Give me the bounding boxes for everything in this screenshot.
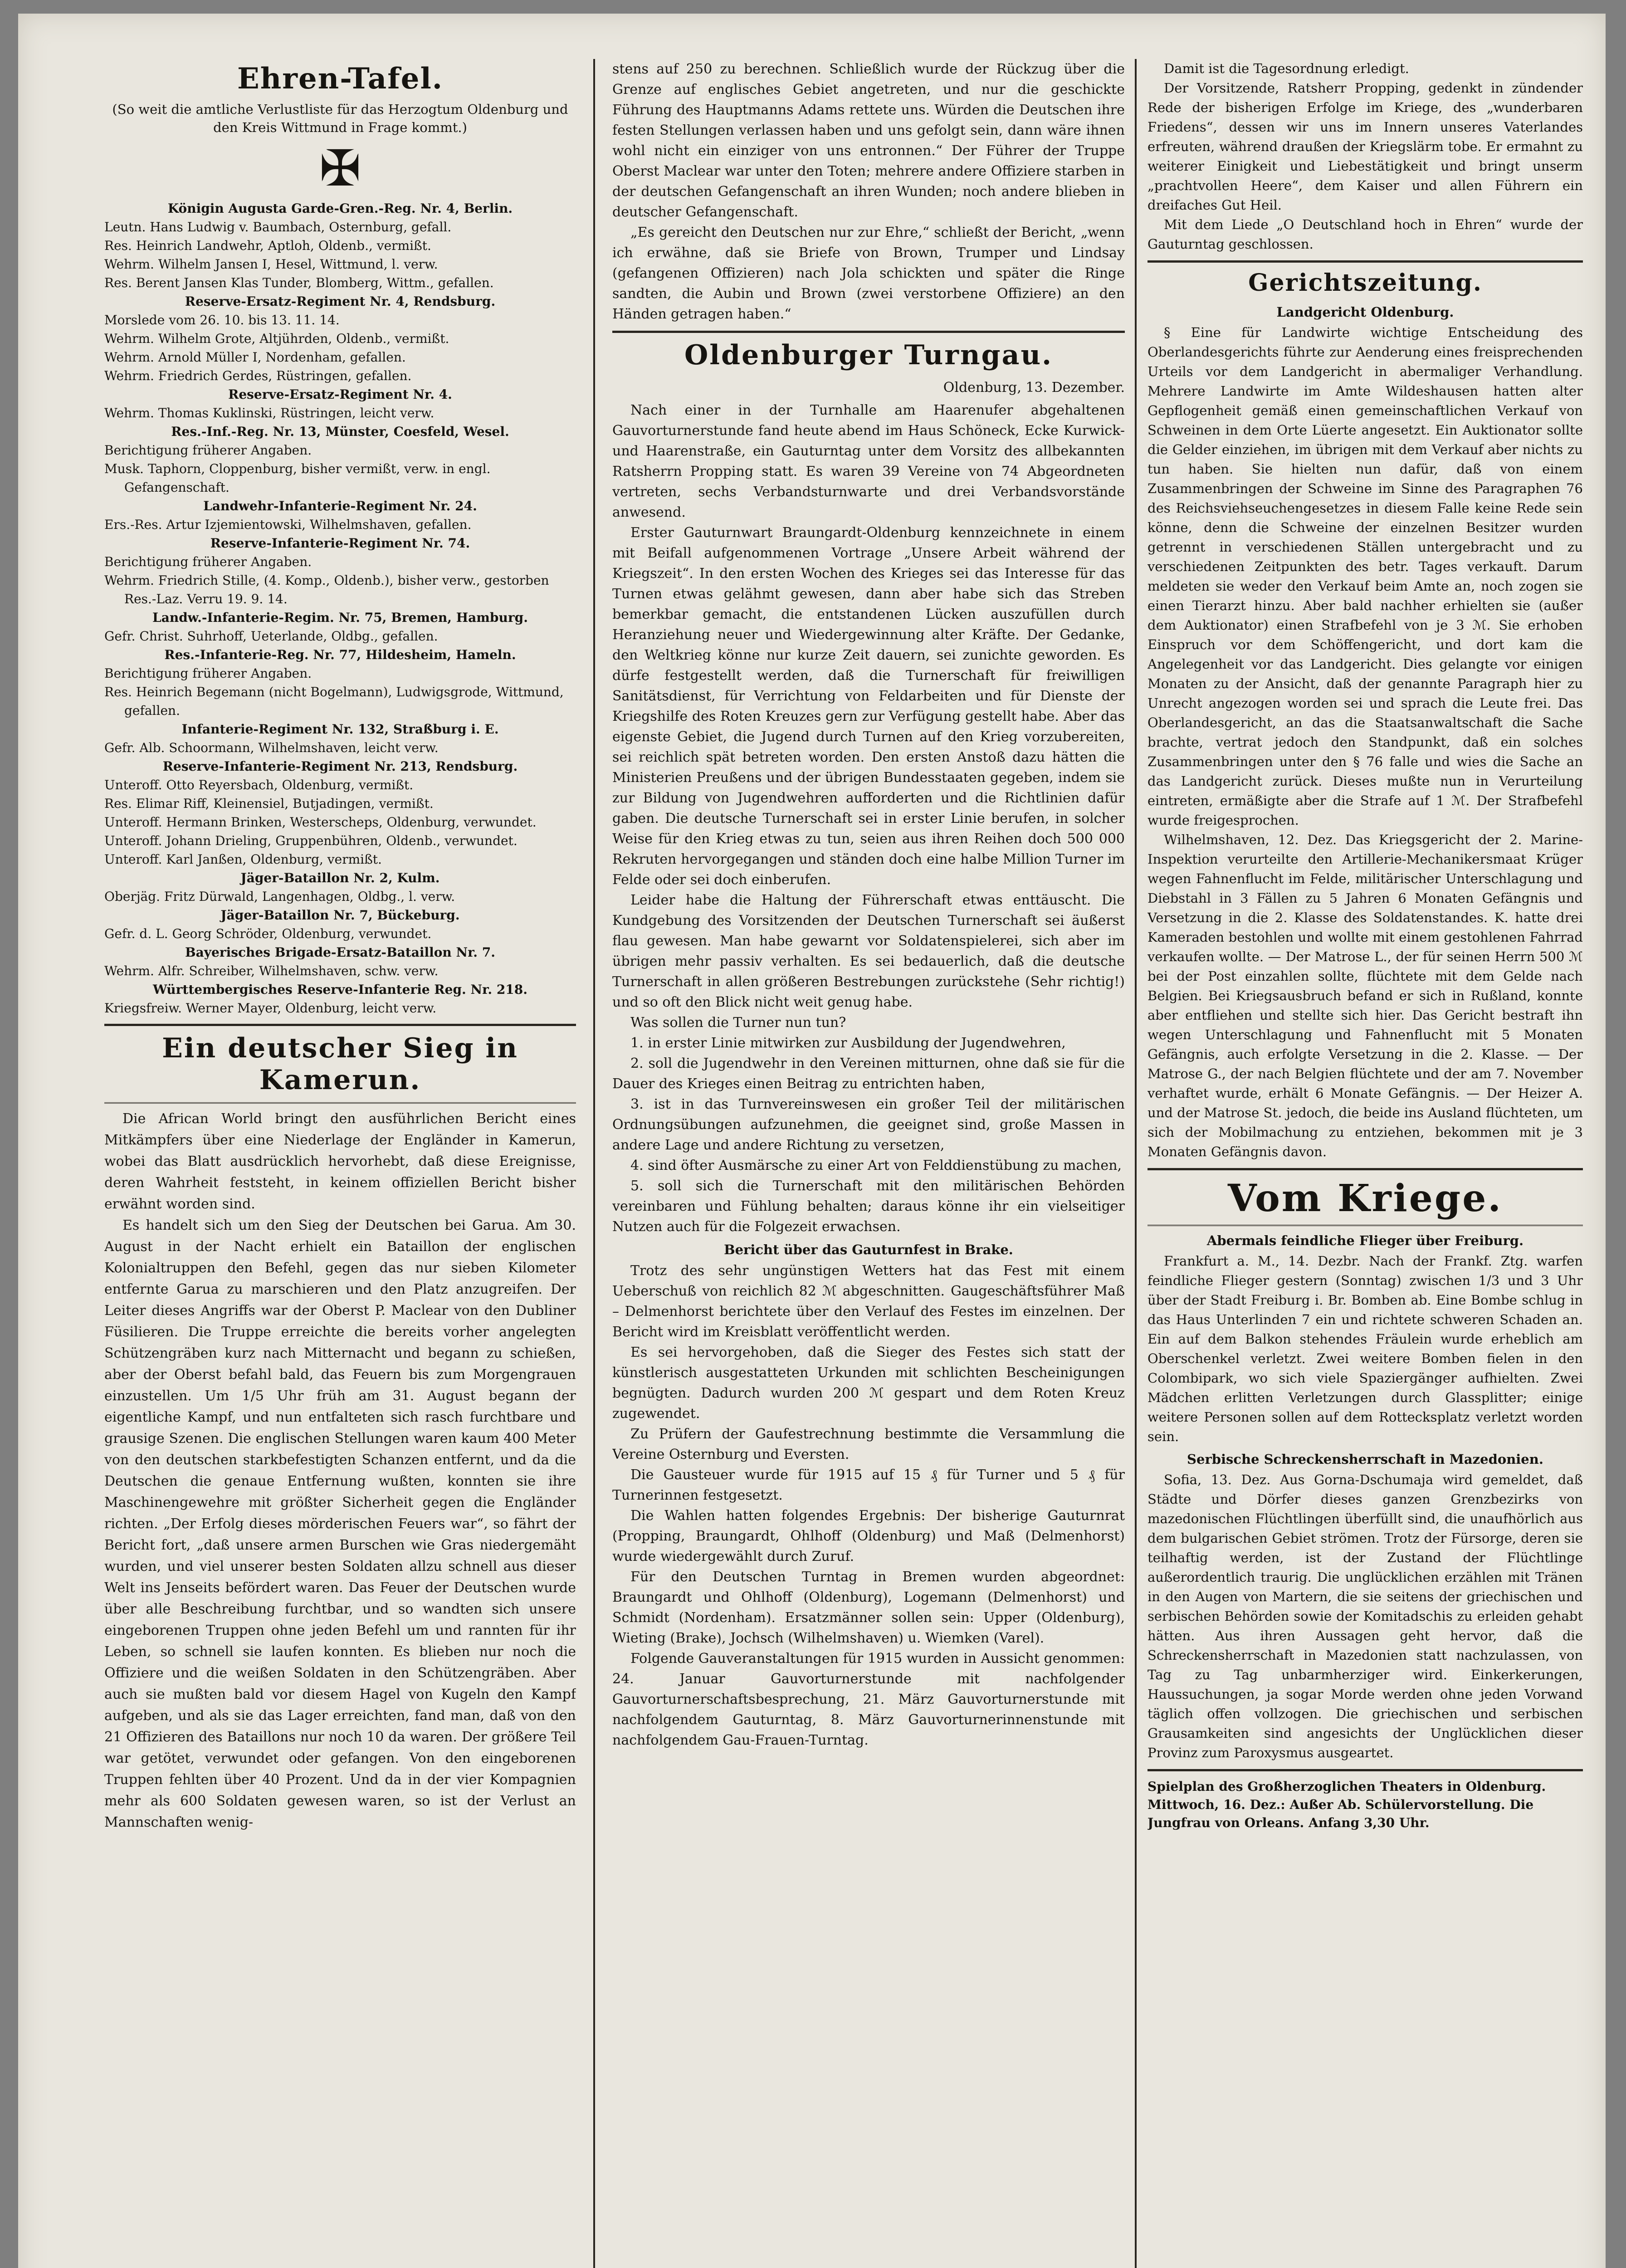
regiment-heading: Bayerisches Brigade-Ersatz-Bataillon Nr. 7. xyxy=(185,945,496,960)
article-paragraph: Sofia, 13. Dez. Aus Gorna-Dschumaja wird gemeldet, daß Städte und Dörfer dieses ganzen Grenzbezirks von mazedonischen Flüchtlingen überfüllt sind, die unaufhörlich aus dem bulgarischen Gebiet strömen. Trotz der Fürsorge, deren sie teilhaftig werden, ist der Zustand der Flüchtlinge außerordentlich traurig. Die unglücklichen erzählen mit Tränen in den Augen von Martern, die sie seitens der griechischen und serbischen Behörden sowie der Komitadschis zu erleiden gehabt hätten. Aus ihren Aussagen geht hervor, daß die Schreckensherrschaft in Mazedonien statt nachzulassen, von Tag zu Tag unbarmherziger wird. Einkerkerungen, Haussuchungen, ja sogar Morde werden ohne jeden Vorwand täglich offen vollzogen. Die griechischen und serbischen Grausamkeiten sind angesichts der Unglücklichen dieser Provinz zum Paroxysmus ausgeartet. xyxy=(1147,1472,1583,1760)
casualty-entry: Wehrm. Friedrich Stille, (4. Komp., Oldenb.), bisher verw., gestorben Res.-Laz. Verru 19. 9. 14. xyxy=(104,573,549,606)
war-subhead: Serbische Schreckensherrschaft in Mazedonien. xyxy=(1187,1452,1543,1467)
article-paragraph: Die Wahlen hatten folgendes Ergebnis: Der bisherige Gauturnrat (Propping, Braungardt, Ohlhoff (Oldenburg) und Maß (Delmenhorst) wurde wiedergewählt durch Zuruf. xyxy=(612,1508,1125,1564)
regiment-heading: Infanterie-Regiment Nr. 132, Straßburg i. E. xyxy=(181,722,499,737)
article-paragraph: § Eine für Landwirte wichtige Entscheidung des Oberlandesgerichts führte zur Aenderung eines freisprechenden Urteils vor dem Landgericht in abermaliger Verhandlung. Mehrere Landwirte im Amte Wildeshausen hatten alter Gepflogenheit gemäß einen gemeinschaftlichen Verkauf von Schweinen in dem Orte Lüerte angesetzt. Ein Auktionator sollte die Gelder einziehen, im übrigen mit dem Verkauf aber nichts zu tun haben. Sie hielten nun dafür, daß von einem Zusammenbringen der Schweine im Sinne des Paragraphen 76 des Reichsviehseuchengesetzes in diesem Falle keine Rede sein könne, denn die Schweine der einzelnen Besitzer wurden getrennt in verschiedenen Ställen untergebracht und zu verschiedenen Zeitpunkten des betr. Tages verkauft. Darum meldeten sie weder den Verkauf beim Amte an, noch zogen sie einen Tierarzt hinzu. Aber bald nachher erhielten sie (außer dem Auktionator) einen Strafbefehl von je 3 ℳ. Sie erhoben Einspruch vor dem Schöffengericht, und dort kam die Angelegenheit vor das Landgericht. Dies gelangte vor einigen Monaten zu der Ansicht, daß der genannte Paragraph hier zu Unrecht angezogen worden sei und sprach die Leute frei. Das Oberlandesgericht, an das die Staatsanwaltschaft die Sache brachte, vertrat jedoch den Standpunkt, daß ein solches Zusammenbringen unter den § 76 falle und wies die Sache an das Landgericht zurück. Dieses mußte nun in Verurteilung eintreten, ermäßigte aber die Strafe auf 1 ℳ. Der Strafbefehl wurde freigesprochen. xyxy=(1147,325,1583,828)
regiment-heading: Württembergisches Reserve-Infanterie Reg. Nr. 218. xyxy=(152,982,528,997)
regiment-heading: Reserve-Ersatz-Regiment Nr. 4. xyxy=(228,387,452,402)
casualty-entry: Wehrm. Wilhelm Grote, Altjührden, Oldenb., vermißt. xyxy=(104,331,449,346)
section-divider xyxy=(1147,1168,1583,1170)
section-divider xyxy=(104,1024,576,1026)
column-2 xyxy=(612,59,1125,1750)
article-paragraph: stens auf 250 zu berechnen. Schließlich wurde der Rückzug über die Grenze auf englisches Gebiet angetreten, und nur die geschickte Führung des Hauptmanns Adams rettete uns. Würden die Deutschen ihre festen Stellungen verlassen haben und uns gefolgt sein, dann wäre ihnen wohl nicht ein einziger von uns entronnen.“ Der Führer der Truppe Oberst Maclear war unter den Toten; mehrere andere Offiziere starben in der deutschen Gefangenschaft an ihren Wunden; noch andere blieben in deutscher Gefangenschaft. xyxy=(612,61,1125,220)
casualty-entry: Ers.-Res. Artur Izjemientowski, Wilhelmshaven, gefallen. xyxy=(104,517,472,532)
column-rule xyxy=(593,59,595,2268)
dateline: Oldenburg, 13. Dezember. xyxy=(943,380,1125,396)
casualty-entry: Res. Heinrich Begemann (nicht Bogelmann), Ludwigsgrode, Wittmund, gefallen. xyxy=(104,684,564,718)
casualty-list xyxy=(104,199,576,1017)
column-rule xyxy=(1135,59,1137,2268)
casualty-entry: Wehrm. Alfr. Schreiber, Wilhelmshaven, schw. verw. xyxy=(104,963,439,978)
casualty-entry: Wehrm. Arnold Müller I, Nordenham, gefallen. xyxy=(104,350,406,365)
casualty-entry: Res. Berent Jansen Klas Tunder, Blomberg, Wittm., gefallen. xyxy=(104,275,494,290)
article-paragraph: Für den Deutschen Turntag in Bremen wurden abgeordnet: Braungardt und Ohlhoff (Oldenburg), Logemann (Delmenhorst) und Schmidt (Nordenham). Ersatzmänner sollen sein: Upper (Oldenburg), Wieting (Brake), Jochsch (Wilhelmshaven) u. Wiemken (Varel). xyxy=(612,1569,1125,1646)
list-item: 3. ist in das Turnvereinswesen ein großer Teil der militärischen Ordnungsübungen aufzunehmen, die geeignet sind, große Massen in andere Lage und andere Richtung zu versetzen, xyxy=(612,1096,1125,1153)
section-divider xyxy=(1147,1225,1583,1226)
article-title: Ein deutscher Sieg in Kamerun. xyxy=(162,1032,518,1096)
casualty-entry: Gefr. Alb. Schoormann, Wilhelmshaven, leicht verw. xyxy=(104,740,439,755)
article-paragraph: Trotz des sehr ungünstigen Wetters hat das Fest mit einem Ueberschuß von reichlich 82 ℳ abgeschnitten. Gaugeschäftsführer Maß – Delmenhorst berichtete über den Verlauf des Festes im einzelnen. Der Bericht wird im Kreisblatt veröffentlicht werden. xyxy=(612,1263,1125,1340)
list-item: Was sollen die Turner nun tun? xyxy=(630,1015,846,1031)
list-item: 5. soll sich die Turnerschaft mit den militärischen Behörden vereinbaren und Fühlung behalten; daraus könne ihr ein vielseitiger Nutzen auch für die Folgezeit erwachsen. xyxy=(612,1178,1125,1235)
regiment-heading: Res.-Inf.-Reg. Nr. 13, Münster, Coesfeld, Wesel. xyxy=(171,424,509,439)
casualty-entry: Musk. Taphorn, Cloppenburg, bisher vermißt, verw. in engl. Gefangenschaft. xyxy=(104,461,491,495)
casualty-entry: Unteroff. Karl Janßen, Oldenburg, vermißt. xyxy=(104,852,382,867)
iron-cross-icon: ✠ xyxy=(319,139,361,197)
article-paragraph: Damit ist die Tagesordnung erledigt. xyxy=(1164,61,1409,76)
casualty-entry: Res. Heinrich Landwehr, Aptloh, Oldenb., vermißt. xyxy=(104,238,431,253)
casualty-entry: Unteroff. Hermann Brinken, Westerscheps, Oldenburg, verwundet. xyxy=(104,815,537,830)
article-paragraph: Mit dem Liede „O Deutschland hoch in Ehren“ wurde der Gauturntag geschlossen. xyxy=(1147,217,1583,252)
section-divider xyxy=(1147,1769,1583,1771)
casualty-entry: Berichtigung früherer Angaben. xyxy=(104,443,312,458)
war-subhead: Abermals feindliche Flieger über Freiburg. xyxy=(1206,1233,1524,1248)
article-paragraph: Zu Prüfern der Gaufestrechnung bestimmte die Versammlung die Vereine Osternburg und Eversten. xyxy=(612,1426,1125,1462)
casualty-entry: Berichtigung früherer Angaben. xyxy=(104,666,312,681)
article-paragraph: „Es gereicht den Deutschen nur zur Ehre,“ schließt der Bericht, „wenn ich erwähne, daß sie Briefe von Brown, Trumper und Lindsay (gefangenen Offizieren) nach Jola schickten und später die Ringe sandten, die Aubin und Brown (zwei verstorbene Offiziere) an den Händen getragen haben.“ xyxy=(612,225,1125,322)
honor-roll-title: Ehren-Tafel. xyxy=(237,62,444,96)
casualty-entry: Wehrm. Wilhelm Jansen I, Hesel, Wittmund, l. verw. xyxy=(104,257,438,272)
article-paragraph: Nach einer in der Turnhalle am Haarenufer abgehaltenen Gauvorturnerstunde fand heute abend im Haus Schöneck, Ecke Kurwick- und Haarenstraße, ein Gauturntag unter dem Vorsitz des allbekannten Ratsherrn Propping statt. Es waren 39 Vereine von 74 Abgeordneten vertreten, sechs Verbandsturnwarte und drei Verbandsvorstände anwesend. xyxy=(612,402,1125,520)
theater-schedule: Spielplan des Großherzoglichen Theaters in Oldenburg. Mittwoch, 16. Dez.: Außer Ab. Schülervorstellung. Die Jungfrau von Orleans. Anfang 3,30 Uhr. xyxy=(1147,1779,1546,1830)
regiment-heading: Jäger-Bataillon Nr. 2, Kulm. xyxy=(240,870,440,885)
casualty-entry: Res. Elimar Riff, Kleinensiel, Butjadingen, vermißt. xyxy=(104,796,434,811)
list-item: 4. sind öfter Ausmärsche zu einer Art von Felddienstübung zu machen, xyxy=(630,1158,1122,1173)
regiment-heading: Landw.-Infanterie-Regim. Nr. 75, Bremen, Hamburg. xyxy=(152,610,528,625)
regiment-heading: Königin Augusta Garde-Gren.-Reg. Nr. 4, Berlin. xyxy=(167,201,513,216)
section-divider xyxy=(1147,260,1583,263)
casualty-entry: Wehrm. Friedrich Gerdes, Rüstringen, gefallen. xyxy=(104,368,412,383)
article-paragraph: Der Vorsitzende, Ratsherr Propping, gedenkt in zündender Rede der bisherigen Erfolge im Kriege, des „wunderbaren Friedens“, dessen wir uns im Innern unseres Vaterlandes erfreuten, während draußen der Kriegslärm tobe. Er ermahnt zu weiterer Einigkeit und Liebestätigkeit und bringt unserm „prachtvollen Heere“, dem Kaiser und allen Führern ein dreifaches Gut Heil. xyxy=(1147,80,1583,213)
section-divider xyxy=(104,1102,576,1104)
section-divider xyxy=(612,331,1125,333)
article-paragraph: Frankfurt a. M., 14. Dezbr. Nach der Frankf. Ztg. warfen feindliche Flieger gestern (Sonntag) zwischen 1/3 und 3 Uhr über der Stadt Freiburg i. Br. Bomben ab. Eine Bombe schlug in das Haus Unterlinden 7 ein und richtete schweren Schaden an. Ein auf dem Balkon stehendes Fräulein wurde erheblich am Oberschenkel verletzt. Zwei weitere Bomben fielen in den Colombipark, wo sich viele Spaziergänger aufhielten. Zwei Mädchen erlitten Verletzungen durch Glassplitter; einige weitere Personen sollen auf dem Rottecksplatz verletzt worden sein. xyxy=(1147,1253,1583,1444)
casualty-entry: Kriegsfreiw. Werner Mayer, Oldenburg, leicht verw. xyxy=(104,1001,437,1016)
article-paragraph: Wilhelmshaven, 12. Dez. Das Kriegsgericht der 2. Marine-Inspektion verurteilte den Artillerie-Mechanikersmaat Krüger wegen Fahnenflucht im Felde, militärischer Unterschlagung und Diebstahl in 3 Fällen zu 5 Jahren 6 Monaten Gefängnis und Versetzung in die 2. Klasse des Soldatenstandes. K. hatte drei Kameraden bestohlen und wollte mit einem gestohlenen Fahrrad verkaufen wollte. — Der Matrose L., der für seinen Herrn 500 ℳ bei der Post einzahlen sollte, flüchtete mit dem Gelde nach Belgien. Bei Kriegsausbruch befand er sich in Rußland, konnte aber entfliehen und stellte sich hier. Das Gericht bestraft ihn wegen Unterschlagung und Fahnenflucht mit 5 Monaten Gefängnis, auch erfolgte Versetzung in die 2. Klasse. — Der Matrose G., der nach Belgien flüchtete und der am 7. November verhaftet wurde, erhält 6 Monate Gefängnis. — Der Heizer A. und der Matrose St. jedoch, die beide ins Ausland flüchteten, um sich der Mobilmachung zu entziehen, bekommen mit je 3 Monaten Gefängnis davon. xyxy=(1147,832,1583,1159)
regiment-heading: Res.-Infanterie-Reg. Nr. 77, Hildesheim, Hameln. xyxy=(164,647,516,662)
regiment-heading: Reserve-Ersatz-Regiment Nr. 4, Rendsburg. xyxy=(185,294,496,309)
casualty-entry: Unteroff. Johann Drieling, Gruppenbühren, Oldenb., verwundet. xyxy=(104,833,518,848)
casualty-entry: Leutn. Hans Ludwig v. Baumbach, Osternburg, gefall. xyxy=(104,220,452,235)
newspaper-page xyxy=(18,14,1606,2268)
casualty-entry: Gefr. d. L. Georg Schröder, Oldenburg, verwundet. xyxy=(104,926,432,941)
casualty-entry: Gefr. Christ. Suhrhoff, Ueterlande, Oldbg., gefallen. xyxy=(104,629,438,644)
honor-roll-subtitle: (So weit die amtliche Verlustliste für das Herzogtum Oldenburg und den Kreis Wittmund in Frage kommt.) xyxy=(112,102,568,135)
regiment-heading: Reserve-Infanterie-Regiment Nr. 213, Rendsburg. xyxy=(162,759,518,774)
article-paragraph: Die Gausteuer wurde für 1915 auf 15 ₰ für Turner und 5 ₰ für Turnerinnen festgesetzt. xyxy=(612,1467,1125,1503)
list-item: 1. in erster Linie mitwirken zur Ausbildung der Jugendwehren, xyxy=(630,1035,1066,1051)
column-1 xyxy=(104,59,576,1833)
court-subhead: Landgericht Oldenburg. xyxy=(1276,304,1454,320)
article-paragraph: Es sei hervorgehoben, daß die Sieger des Festes sich statt der künstlerisch ausgestatteten Urkunden mit schlichten Bescheinigungen begnügten. Dadurch wurden 200 ℳ gespart und dem Roten Kreuz zugewendet. xyxy=(612,1344,1125,1422)
list-item: 2. soll die Jugendwehr in den Vereinen mitturnen, ohne daß sie für die Dauer des Krieges einen Beitrag zu entrichten haben, xyxy=(612,1056,1125,1092)
article-paragraph: Erster Gauturnwart Braungardt-Oldenburg kennzeichnete in einem mit Beifall aufgenommenen Vortrage „Unsere Arbeit während der Kriegszeit“. In den ersten Wochen des Krieges sei das Interesse für das Turnen etwas gelähmt gewesen, dann aber habe sich das Streben bemerkbar gemacht, die entstandenen Lücken auszufüllen durch Heranziehung neuer und Wiedergewinnung alter Kräfte. Der Gedanke, den Weltkrieg könne nur kurze Zeit dauern, sei zunichte geworden. Es dürfe festgestellt werden, daß die Turnerschaft für freiwilligen Sanitätsdienst, für Verrichtung von Feldarbeiten und für Dienste der Kriegshilfe des Roten Kreuzes gern zur Verfügung gestellt habe. Aber das eigenste Gebiet, die Jugend durch Turnen auf den Krieg vorzubereiten, sei reichlich spät betreten worden. Den ersten Anstoß dazu hätten die Ministerien Preußens und der übrigen Bundesstaaten gegeben, indem sie zur Bildung von Jugendwehren aufforderten und die Richtlinien dafür gaben. Die deutsche Turnerschaft sei in erster Linie berufen, in solcher Weise für den Krieg etwas zu tun, seien aus ihren Reihen doch 500 000 Rekruten hervorgegangen und ständen doch eine halbe Million Turner im Felde oder sei doch einberufen. xyxy=(612,525,1125,888)
article-paragraph: Es handelt sich um den Sieg der Deutschen bei Garua. Am 30. August in der Nacht erhielt ein Bataillon der englischen Kolonialtruppen den Befehl, gegen das nur sieben Kilometer entfernte Garua zu marschieren und den Platz anzugreifen. Der Leiter dieses Angriffs war der Oberst P. Maclear von den Dubliner Füsilieren. Die Truppe erreichte die bereits vorher angelegten Schützengräben kurz nach Mitternacht und begann zu schießen, aber der Oberst befahl bald, das Feuern bis zum Morgengrauen einzustellen. Um 1/5 Uhr früh am 31. August begann der eigentliche Kampf, und nun entfalteten sich rasch furchtbare und grausige Szenen. Die englischen Stellungen waren kaum 400 Meter von den deutschen starkbefestigten Schanzen entfernt, und da die Deutschen die genaue Entfernung wußten, konnten sie ihre Maschinengewehre mit größter Sicherheit gegen die Engländer richten. „Der Erfolg dieses mörderischen Feuers war“, so fährt der Bericht fort, „daß unsere armen Burschen wie Gras niedergemäht wurden, und viel unserer besten Soldaten allzu schnell aus dieser Welt ins Jenseits befördert waren. Das Feuer der Deutschen wurde über alle Beschreibung furchtbar, und so wandten sich unsere eingeborenen Truppen ohne jeden Befehl um und rannten für ihr Leben, so schnell sie laufen konnten. Es blieben nur noch die Offiziere und die weißen Soldaten in den Schützengräben. Aber auch sie mußten bald vor diesem Hagel von Kugeln den Kampf aufgeben, und als sie das Lager erreichten, fand man, daß von den 21 Offizieren des Bataillons nur noch 10 da waren. Der größere Teil war getötet, verwundet oder gefangen. Von den eingeborenen Truppen fehlten über 40 Prozent. Und da in der vier Kompagnien mehr als 600 Soldaten gewesen waren, so ist der Verlust an Mannschaften wenig- xyxy=(104,1217,576,1830)
casualty-entry: Wehrm. Thomas Kuklinski, Rüstringen, leicht verw. xyxy=(104,406,435,420)
article-paragraph: Folgende Gauveranstaltungen für 1915 wurden in Aussicht genommen: 24. Januar Gauvorturnerstunde mit nachfolgender Gauvorturnerschaftsbesprechung, 21. März Gauvorturnerstunde mit nachfolgendem Gauturntag, 8. März Gauvorturnerinnenstunde mit nachfolgendem Gau-Frauen-Turntag. xyxy=(612,1651,1125,1748)
column-3 xyxy=(1147,59,1583,1832)
casualty-entry: Berichtigung früherer Angaben. xyxy=(104,554,312,569)
casualty-entry: Unteroff. Otto Reyersbach, Oldenburg, vermißt. xyxy=(104,777,414,792)
regiment-heading: Landwehr-Infanterie-Regiment Nr. 24. xyxy=(203,499,477,513)
casualty-entry: Oberjäg. Fritz Dürwald, Langenhagen, Oldbg., l. verw. xyxy=(104,889,455,904)
casualty-entry: Morslede vom 26. 10. bis 13. 11. 14. xyxy=(104,313,340,327)
article-paragraph: Leider habe die Haltung der Führerschaft etwas enttäuscht. Die Kundgebung des Vorsitzenden der Deutschen Turnerschaft sei äußerst flau gewesen. Man habe gewarnt vor Soldatenspielerei, sich aber im übrigen mehr passiv verhalten. Es sei bedauerlich, daß die deutsche Turnerschaft in allen größeren Bestrebungen zurückstehe (Sehr richtig!) und so oft den Blick nicht weit genug habe. xyxy=(612,892,1125,1010)
war-news-title: Vom Kriege. xyxy=(1228,1177,1503,1220)
report-subhead: Bericht über das Gauturnfest in Brake. xyxy=(724,1242,1013,1257)
turngau-title: Oldenburger Turngau. xyxy=(684,339,1053,371)
regiment-heading: Jäger-Bataillon Nr. 7, Bückeburg. xyxy=(220,908,460,923)
court-news-title: Gerichtszeitung. xyxy=(1248,269,1482,297)
regiment-heading: Reserve-Infanterie-Regiment Nr. 74. xyxy=(210,536,470,551)
article-paragraph: Die African World bringt den ausführlichen Bericht eines Mitkämpfers über eine Niederlage der Engländer in Kamerun, wobei das Blatt ausdrücklich hervorhebt, daß diese Ereignisse, deren Wahrheit feststeht, in keinem offiziellen Bericht bisher erwähnt worden sind. xyxy=(104,1111,576,1212)
